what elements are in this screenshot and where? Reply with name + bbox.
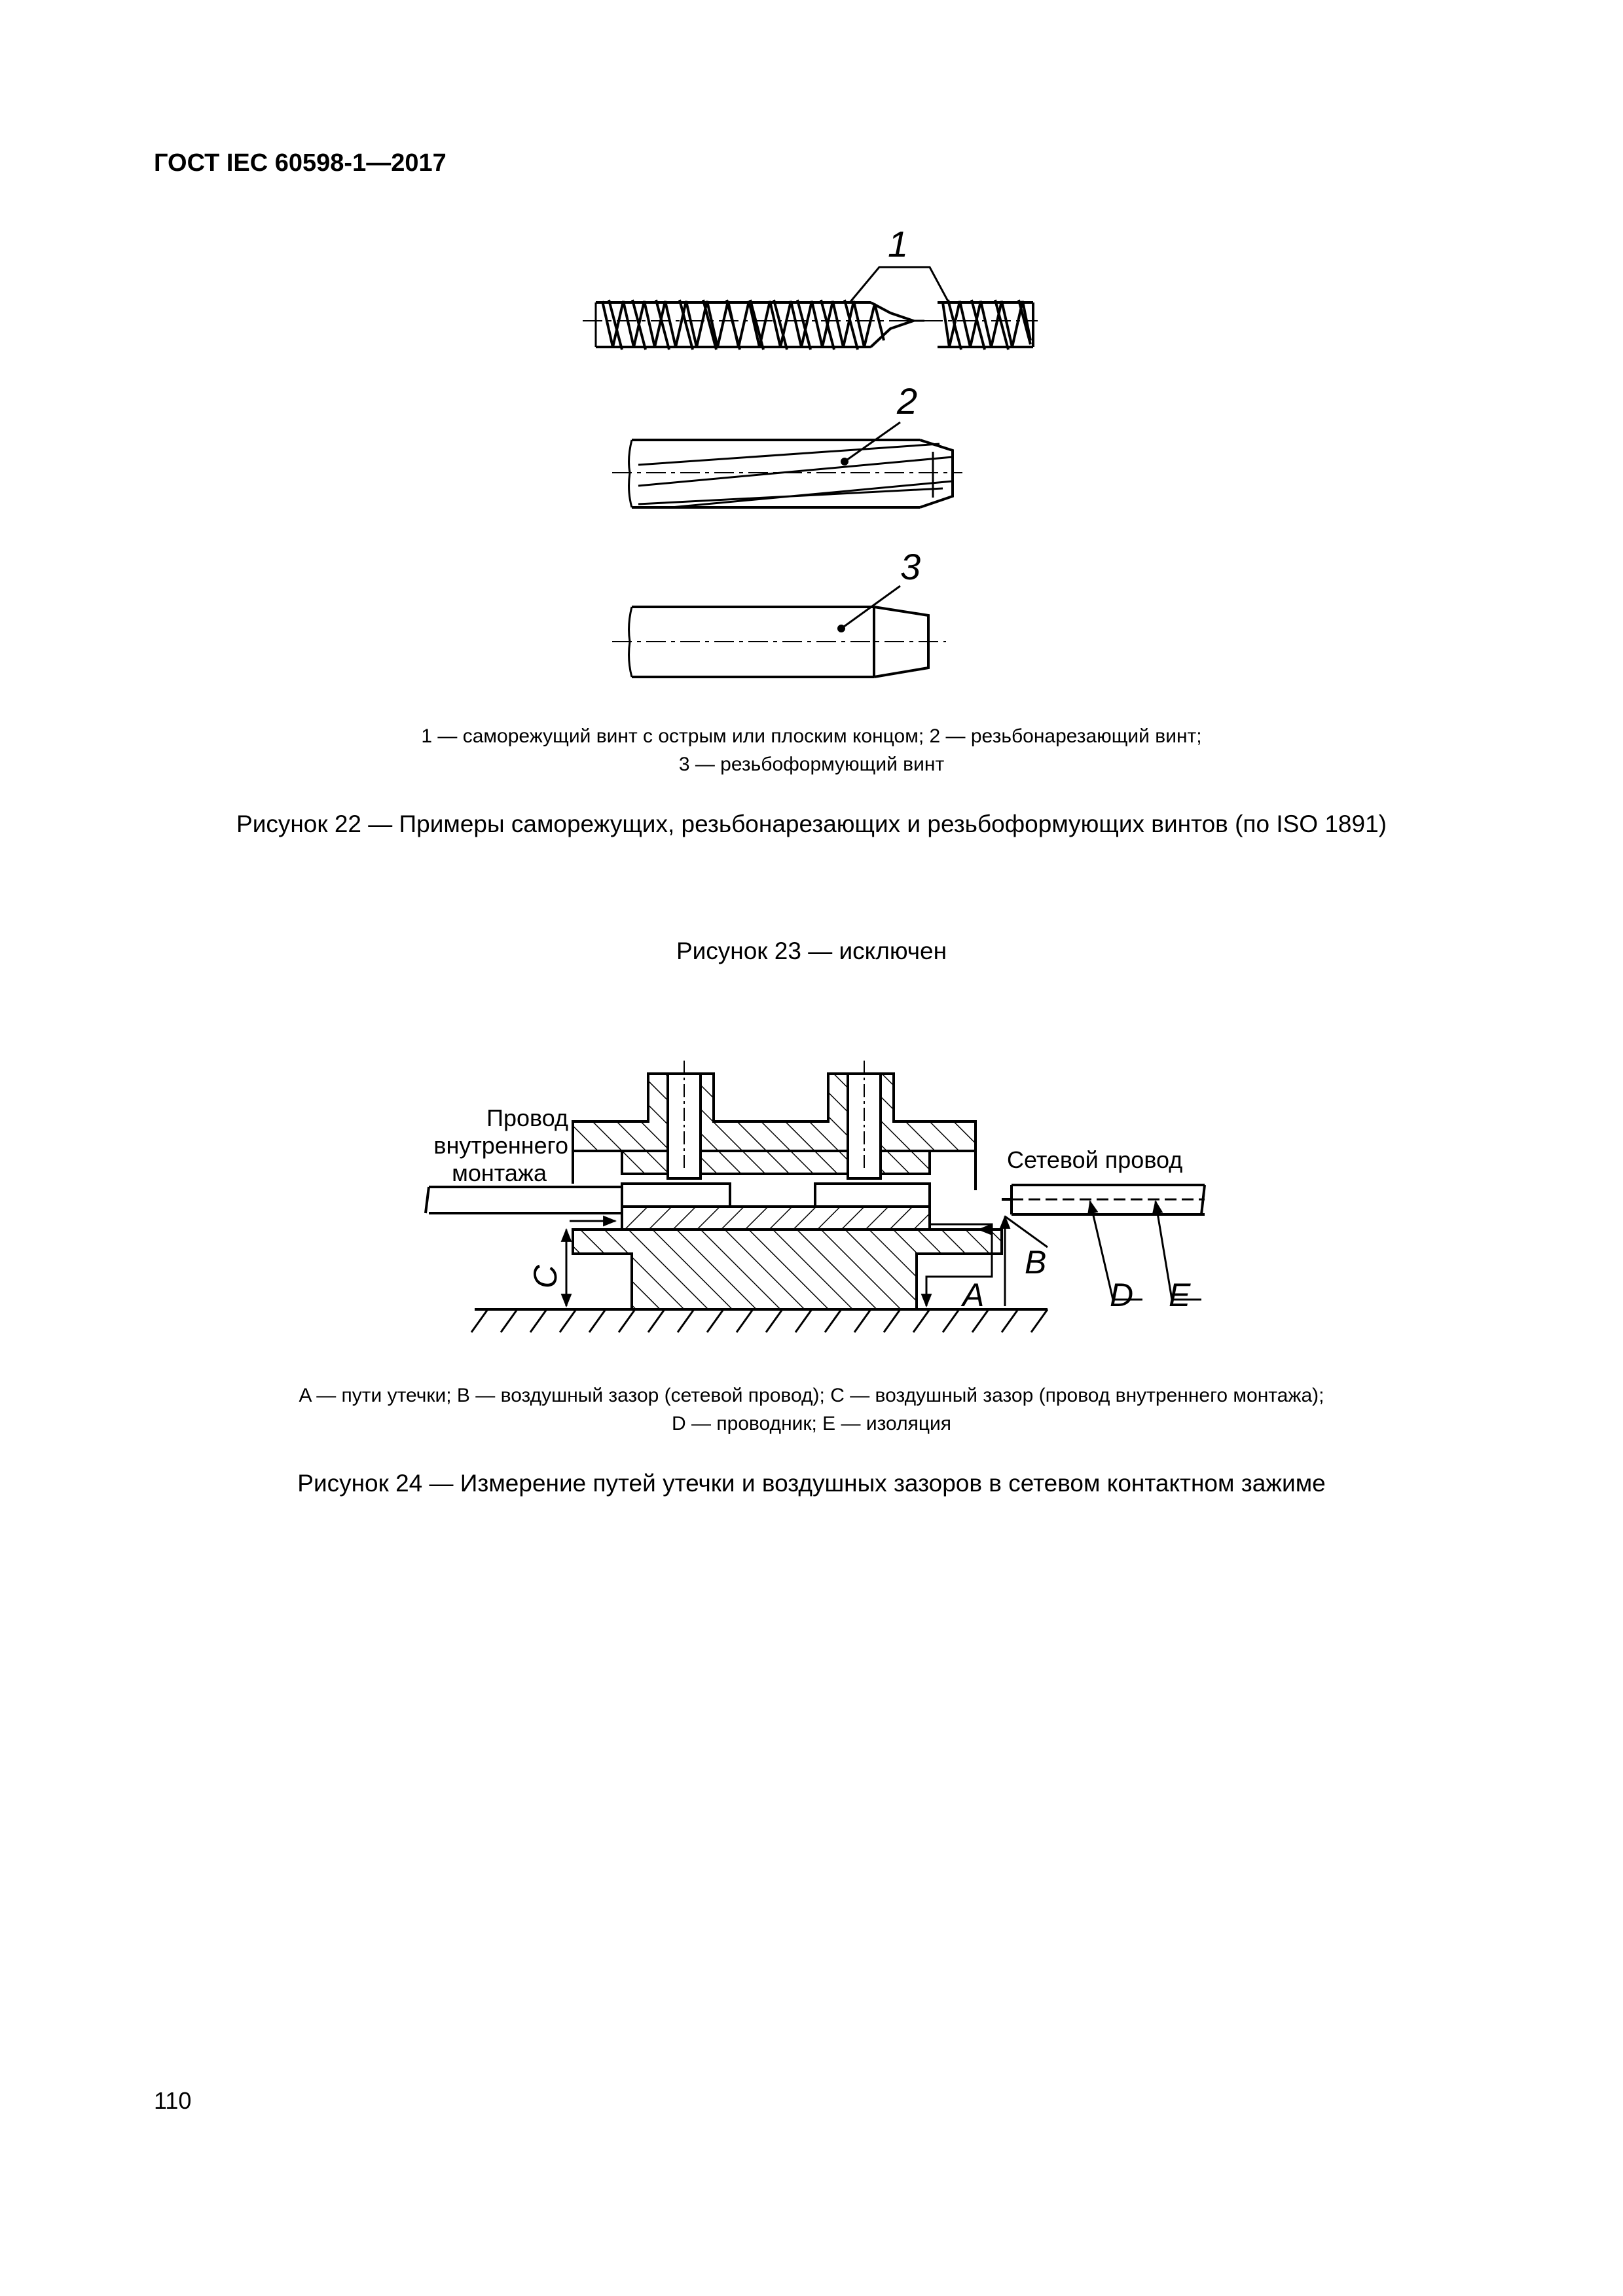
- label-mains-wire: Сетевой провод: [1007, 1146, 1183, 1173]
- callout-3: 3: [900, 546, 921, 587]
- page-number: 110: [154, 2087, 192, 2114]
- figure-23-caption: Рисунок 23 — исключен: [676, 938, 947, 964]
- letter-A: A: [962, 1277, 985, 1313]
- letter-C: C: [527, 1264, 564, 1289]
- figure-22-legend-line1: 1 — саморежущий винт с острым или плоским концом; 2 — резьбонарезающий винт;: [421, 725, 1202, 747]
- screw-1-self-tapping: [583, 267, 1038, 350]
- screw-2-thread-cutting: [612, 422, 962, 507]
- figure-22-legend-line2: 3 — резьбоформующий винт: [678, 754, 945, 775]
- terminal-drawing: [426, 1061, 1205, 1332]
- callout-2: 2: [897, 380, 918, 422]
- label-internal-wire-1: Провод: [486, 1104, 568, 1131]
- label-internal-wire-2: внутреннего: [433, 1132, 568, 1159]
- figure-24-legend-line2: D — проводник; E — изоляция: [671, 1413, 952, 1434]
- letter-E: E: [1169, 1277, 1191, 1313]
- label-internal-wire-3: монтажа: [452, 1159, 547, 1186]
- letter-B: B: [1025, 1244, 1047, 1281]
- screw-3-thread-forming: [612, 586, 946, 677]
- letter-D: D: [1110, 1277, 1134, 1313]
- figure-24-legend-line1: A — пути утечки; B — воздушный зазор (сетевой провод); C — воздушный зазор (провод внутреннего монтажа);: [299, 1385, 1324, 1406]
- callout-1: 1: [888, 223, 909, 264]
- document-header: ГОСТ IEC 60598-1—2017: [154, 149, 447, 177]
- figure-24-caption: Рисунок 24 — Измерение путей утечки и воздушных зазоров в сетевом контактном зажиме: [297, 1470, 1326, 1497]
- figure-22-caption: Рисунок 22 — Примеры саморежущих, резьбонарезающих и резьбоформующих винтов (по ISO 1891): [236, 811, 1387, 837]
